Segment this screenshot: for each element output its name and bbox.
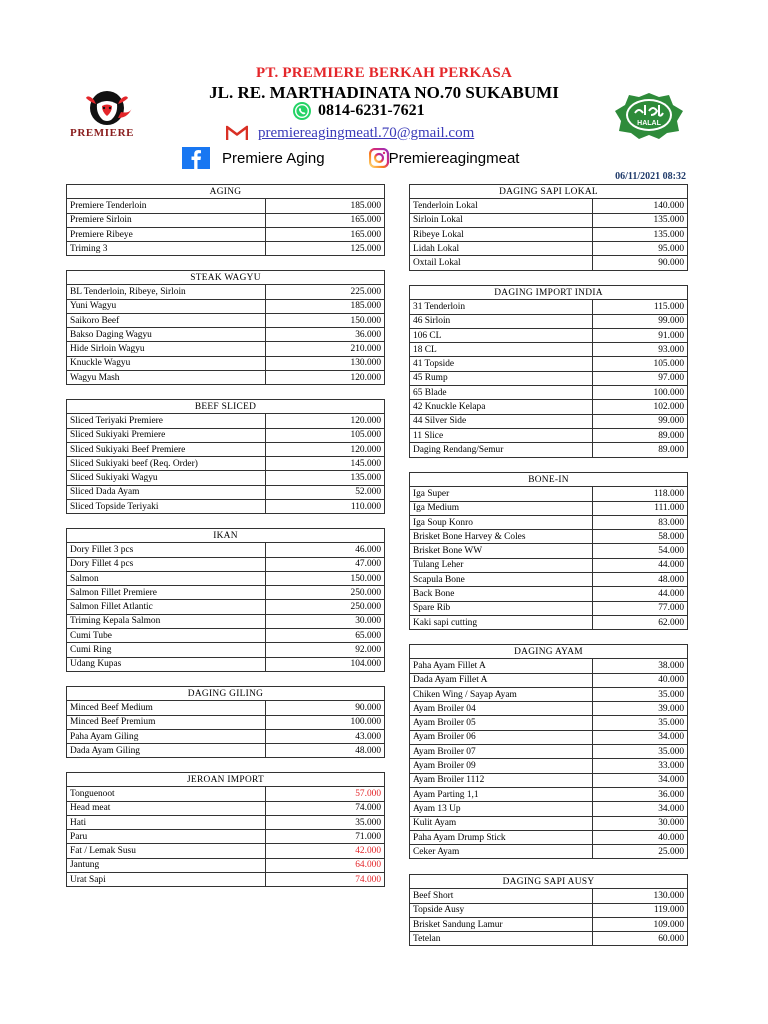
item-name: Wagyu Mash: [67, 371, 266, 385]
item-price: 44.000: [593, 587, 688, 601]
table-title: STEAK WAGYU: [67, 271, 385, 285]
table-row: [67, 787, 385, 801]
item-name: Brisket Sandung Lamur: [410, 917, 593, 931]
item-price: 54.000: [593, 544, 688, 558]
item-price: 65.000: [266, 629, 385, 643]
item-price: 34.000: [593, 773, 688, 787]
table-title: DAGING GILING: [67, 687, 385, 701]
item-name: Lidah Lokal: [410, 242, 593, 256]
table-header-row: [410, 286, 688, 300]
item-price: 62.000: [593, 615, 688, 629]
item-price: 42.000: [266, 844, 385, 858]
item-name: Premiere Tenderloin: [67, 199, 266, 213]
halal-label: HALAL: [637, 120, 661, 127]
price-table-ikan: [66, 528, 385, 672]
email-row: [226, 122, 474, 144]
table-row: [410, 615, 688, 629]
item-name: Ayam 13 Up: [410, 802, 593, 816]
table-row: [410, 673, 688, 687]
table-row: [67, 600, 385, 614]
table-row: [67, 285, 385, 299]
table-title: IKAN: [67, 529, 385, 543]
item-price: 35.000: [266, 815, 385, 829]
table-row: [410, 199, 688, 213]
item-name: Sliced Sukiyaki Premiere: [67, 428, 266, 442]
item-price: 120.000: [266, 371, 385, 385]
item-price: 140.000: [593, 199, 688, 213]
table-header-row: [67, 687, 385, 701]
table-row: [67, 643, 385, 657]
table-row: [67, 701, 385, 715]
item-name: 42 Knuckle Kelapa: [410, 400, 593, 414]
gmail-icon: [226, 125, 248, 141]
item-name: Hide Sirloin Wagyu: [67, 342, 266, 356]
table-row: [410, 515, 688, 529]
item-name: Iga Soup Konro: [410, 515, 593, 529]
item-price: 120.000: [266, 414, 385, 428]
item-name: Minced Beef Medium: [67, 701, 266, 715]
item-price: 118.000: [593, 487, 688, 501]
table-title: DAGING SAPI LOKAL: [410, 185, 688, 199]
item-name: Cumi Ring: [67, 643, 266, 657]
item-price: 34.000: [593, 730, 688, 744]
table-row: [410, 830, 688, 844]
table-row: [410, 328, 688, 342]
phone-number[interactable]: 0814-6231-7621: [318, 102, 425, 119]
item-name: Ribeye Lokal: [410, 227, 593, 241]
document-datetime: 06/11/2021 08:32: [615, 171, 686, 182]
item-name: Spare Rib: [410, 601, 593, 615]
item-price: 44.000: [593, 558, 688, 572]
table-row: [67, 442, 385, 456]
table-row: [410, 256, 688, 270]
item-price: 111.000: [593, 501, 688, 515]
table-row: [67, 471, 385, 485]
item-name: Sliced Sukiyaki Beef Premiere: [67, 442, 266, 456]
table-row: [410, 443, 688, 457]
item-price: 33.000: [593, 759, 688, 773]
table-header-row: [67, 271, 385, 285]
item-name: 41 Topside: [410, 357, 593, 371]
table-row: [410, 802, 688, 816]
table-row: [67, 342, 385, 356]
table-row: [67, 457, 385, 471]
table-row: [67, 571, 385, 585]
item-name: Dada Ayam Giling: [67, 744, 266, 758]
item-name: Jantung: [67, 858, 266, 872]
item-price: 99.000: [593, 314, 688, 328]
table-row: [67, 199, 385, 213]
table-title: AGING: [67, 185, 385, 199]
item-name: Premiere Ribeye: [67, 227, 266, 241]
table-row: [410, 730, 688, 744]
table-row: [67, 858, 385, 872]
item-name: Paru: [67, 830, 266, 844]
item-name: Oxtail Lokal: [410, 256, 593, 270]
item-price: 210.000: [266, 342, 385, 356]
table-row: [410, 745, 688, 759]
item-price: 165.000: [266, 213, 385, 227]
item-price: 165.000: [266, 227, 385, 241]
table-row: [67, 614, 385, 628]
table-header-row: [410, 875, 688, 889]
table-row: [410, 386, 688, 400]
item-price: 58.000: [593, 530, 688, 544]
table-row: [410, 773, 688, 787]
item-name: Ayam Broiler 07: [410, 745, 593, 759]
item-name: Ayam Broiler 1112: [410, 773, 593, 787]
table-row: [67, 227, 385, 241]
facebook-icon: [182, 147, 210, 169]
table-row: [410, 300, 688, 314]
item-name: Fat / Lemak Susu: [67, 844, 266, 858]
price-table-daging-sapi-lokal: [409, 184, 688, 271]
price-table-daging-import-india: [409, 285, 688, 458]
item-price: 30.000: [593, 816, 688, 830]
table-row: [410, 213, 688, 227]
table-title: JEROAN IMPORT: [67, 773, 385, 787]
item-name: Tonguenoot: [67, 787, 266, 801]
item-price: 47.000: [266, 557, 385, 571]
item-name: 106 CL: [410, 328, 593, 342]
table-row: [67, 729, 385, 743]
item-name: Ayam Broiler 09: [410, 759, 593, 773]
item-price: 145.000: [266, 457, 385, 471]
item-price: 40.000: [593, 673, 688, 687]
item-name: 11 Slice: [410, 428, 593, 442]
table-row: [410, 343, 688, 357]
table-header-row: [67, 773, 385, 787]
table-row: [410, 242, 688, 256]
table-row: [67, 356, 385, 370]
table-row: [67, 242, 385, 256]
item-price: 95.000: [593, 242, 688, 256]
item-name: Sliced Teriyaki Premiere: [67, 414, 266, 428]
table-row: [67, 213, 385, 227]
item-price: 90.000: [266, 701, 385, 715]
table-row: [410, 414, 688, 428]
item-price: 35.000: [593, 716, 688, 730]
item-price: 83.000: [593, 515, 688, 529]
item-price: 150.000: [266, 313, 385, 327]
table-row: [410, 400, 688, 414]
table-row: [410, 357, 688, 371]
table-title: DAGING IMPORT INDIA: [410, 286, 688, 300]
item-price: 105.000: [593, 357, 688, 371]
item-price: 130.000: [593, 889, 688, 903]
table-row: [67, 428, 385, 442]
item-name: Ayam Broiler 04: [410, 702, 593, 716]
table-row: [67, 328, 385, 342]
table-row: [410, 759, 688, 773]
price-table-bone-in: [409, 472, 688, 630]
item-name: Urat Sapi: [67, 873, 266, 887]
item-name: 44 Silver Side: [410, 414, 593, 428]
item-price: 135.000: [593, 227, 688, 241]
item-price: 102.000: [593, 400, 688, 414]
table-title: DAGING AYAM: [410, 645, 688, 659]
item-price: 109.000: [593, 917, 688, 931]
item-name: Sirloin Lokal: [410, 213, 593, 227]
table-row: [410, 903, 688, 917]
item-name: Dory Fillet 3 pcs: [67, 543, 266, 557]
item-name: Dada Ayam Fillet A: [410, 673, 593, 687]
item-name: Paha Ayam Drump Stick: [410, 830, 593, 844]
item-price: 90.000: [593, 256, 688, 270]
table-row: [410, 601, 688, 615]
item-price: 52.000: [266, 485, 385, 499]
table-row: [67, 414, 385, 428]
table-header-row: [410, 185, 688, 199]
item-name: Dory Fillet 4 pcs: [67, 557, 266, 571]
logo-wordmark: PREMIERE: [70, 127, 135, 139]
table-row: [410, 716, 688, 730]
table-row: [67, 500, 385, 514]
item-price: 119.000: [593, 903, 688, 917]
table-row: [67, 657, 385, 671]
item-name: Kulit Ayam: [410, 816, 593, 830]
item-price: 99.000: [593, 414, 688, 428]
item-name: Saikoro Beef: [67, 313, 266, 327]
item-price: 110.000: [266, 500, 385, 514]
item-name: Triming 3: [67, 242, 266, 256]
item-name: Ayam Broiler 05: [410, 716, 593, 730]
email-link[interactable]: premiereagingmeatl.70@gmail.com: [258, 124, 475, 141]
item-price: 250.000: [266, 586, 385, 600]
item-price: 48.000: [593, 573, 688, 587]
item-price: 74.000: [266, 873, 385, 887]
item-price: 74.000: [266, 801, 385, 815]
price-table-daging-ayam: [409, 644, 688, 859]
table-row: [410, 917, 688, 931]
table-row: [410, 659, 688, 673]
price-table-beef-sliced: [66, 399, 385, 514]
price-table-daging-giling: [66, 686, 385, 758]
whatsapp-icon: [292, 101, 312, 121]
table-row: [410, 501, 688, 515]
item-name: Tetelan: [410, 932, 593, 946]
item-price: 57.000: [266, 787, 385, 801]
item-name: Salmon Fillet Premiere: [67, 586, 266, 600]
item-name: Topside Ausy: [410, 903, 593, 917]
item-price: 150.000: [266, 571, 385, 585]
table-header-row: [67, 185, 385, 199]
halal-logo: [613, 91, 685, 139]
item-price: 125.000: [266, 242, 385, 256]
item-price: 89.000: [593, 428, 688, 442]
item-price: 64.000: [266, 858, 385, 872]
item-name: Hati: [67, 815, 266, 829]
item-price: 120.000: [266, 442, 385, 456]
item-price: 77.000: [593, 601, 688, 615]
item-name: Iga Medium: [410, 501, 593, 515]
item-price: 130.000: [266, 356, 385, 370]
price-table-steak-wagyu: [66, 270, 385, 385]
item-price: 30.000: [266, 614, 385, 628]
table-row: [410, 573, 688, 587]
item-name: Yuni Wagyu: [67, 299, 266, 313]
premiere-logo: [66, 88, 148, 146]
item-name: Iga Super: [410, 487, 593, 501]
table-row: [410, 371, 688, 385]
item-price: 35.000: [593, 745, 688, 759]
table-row: [410, 816, 688, 830]
table-row: [67, 557, 385, 571]
item-name: 65 Blade: [410, 386, 593, 400]
table-row: [410, 487, 688, 501]
item-price: 92.000: [266, 643, 385, 657]
item-name: Salmon: [67, 571, 266, 585]
table-row: [410, 845, 688, 859]
table-row: [410, 932, 688, 946]
table-row: [410, 428, 688, 442]
price-table-jeroan-import: [66, 772, 385, 887]
table-row: [67, 485, 385, 499]
item-price: 100.000: [593, 386, 688, 400]
table-row: [67, 313, 385, 327]
item-name: 31 Tenderloin: [410, 300, 593, 314]
item-price: 25.000: [593, 845, 688, 859]
item-price: 91.000: [593, 328, 688, 342]
table-row: [410, 558, 688, 572]
item-name: Minced Beef Premium: [67, 715, 266, 729]
item-price: 250.000: [266, 600, 385, 614]
table-header-row: [67, 400, 385, 414]
item-name: Kaki sapi cutting: [410, 615, 593, 629]
table-title: DAGING SAPI AUSY: [410, 875, 688, 889]
item-price: 40.000: [593, 830, 688, 844]
item-price: 48.000: [266, 744, 385, 758]
item-name: Paha Ayam Fillet A: [410, 659, 593, 673]
table-row: [67, 715, 385, 729]
item-name: Sliced Dada Ayam: [67, 485, 266, 499]
item-price: 34.000: [593, 802, 688, 816]
item-name: 45 Rump: [410, 371, 593, 385]
table-row: [410, 587, 688, 601]
item-price: 100.000: [266, 715, 385, 729]
price-table-aging: [66, 184, 385, 256]
table-row: [410, 314, 688, 328]
item-name: Chiken Wing / Sayap Ayam: [410, 687, 593, 701]
table-title: BEEF SLICED: [67, 400, 385, 414]
table-row: [67, 873, 385, 887]
item-price: 185.000: [266, 299, 385, 313]
table-row: [410, 889, 688, 903]
item-price: 35.000: [593, 687, 688, 701]
table-header-row: [67, 529, 385, 543]
item-name: 46 Sirloin: [410, 314, 593, 328]
table-row: [67, 801, 385, 815]
item-price: 135.000: [593, 213, 688, 227]
item-name: Ceker Ayam: [410, 845, 593, 859]
table-row: [67, 299, 385, 313]
item-name: Ayam Parting 1,1: [410, 787, 593, 801]
item-price: 39.000: [593, 702, 688, 716]
item-name: Sliced Sukiyaki Wagyu: [67, 471, 266, 485]
item-name: Triming Kepala Salmon: [67, 614, 266, 628]
item-price: 97.000: [593, 371, 688, 385]
table-row: [67, 844, 385, 858]
item-price: 185.000: [266, 199, 385, 213]
company-address: JL. RE. MARTHADINATA NO.70 SUKABUMI: [209, 83, 559, 102]
item-price: 38.000: [593, 659, 688, 673]
price-table-daging-sapi-ausy: [409, 874, 688, 946]
item-name: Bakso Daging Wagyu: [67, 328, 266, 342]
item-price: 115.000: [593, 300, 688, 314]
item-name: Premiere Sirloin: [67, 213, 266, 227]
item-name: Brisket Bone WW: [410, 544, 593, 558]
company-name: PT. PREMIERE BERKAH PERKASA: [256, 65, 512, 81]
table-row: [67, 815, 385, 829]
item-name: Tulang Leher: [410, 558, 593, 572]
item-name: Head meat: [67, 801, 266, 815]
item-name: Scapula Bone: [410, 573, 593, 587]
table-title: BONE-IN: [410, 473, 688, 487]
table-header-row: [410, 473, 688, 487]
phone-row: [292, 101, 425, 121]
table-row: [67, 543, 385, 557]
item-name: Brisket Bone Harvey & Coles: [410, 530, 593, 544]
item-name: Knuckle Wagyu: [67, 356, 266, 370]
item-price: 225.000: [266, 285, 385, 299]
item-price: 60.000: [593, 932, 688, 946]
item-name: Tenderloin Lokal: [410, 199, 593, 213]
item-name: BL Tenderloin, Ribeye, Sirloin: [67, 285, 266, 299]
item-name: Sliced Sukiyaki beef (Req. Order): [67, 457, 266, 471]
halal-badge-icon: [613, 91, 685, 139]
instagram-handle[interactable]: Premiereagingmeat: [388, 149, 520, 167]
table-row: [410, 544, 688, 558]
table-row: [410, 530, 688, 544]
item-name: Beef Short: [410, 889, 593, 903]
item-price: 105.000: [266, 428, 385, 442]
table-row: [67, 371, 385, 385]
item-price: 43.000: [266, 729, 385, 743]
table-row: [410, 702, 688, 716]
table-header-row: [410, 645, 688, 659]
social-row: [182, 146, 519, 170]
item-price: 89.000: [593, 443, 688, 457]
item-name: Sliced Topside Teriyaki: [67, 500, 266, 514]
facebook-handle[interactable]: Premiere Aging: [222, 149, 325, 167]
item-name: Paha Ayam Giling: [67, 729, 266, 743]
table-row: [410, 687, 688, 701]
item-price: 36.000: [266, 328, 385, 342]
item-name: Back Bone: [410, 587, 593, 601]
item-name: 18 CL: [410, 343, 593, 357]
table-row: [410, 227, 688, 241]
table-row: [67, 629, 385, 643]
item-price: 71.000: [266, 830, 385, 844]
item-name: Salmon Fillet Atlantic: [67, 600, 266, 614]
table-row: [67, 586, 385, 600]
item-price: 104.000: [266, 657, 385, 671]
table-row: [67, 744, 385, 758]
item-price: 46.000: [266, 543, 385, 557]
item-name: Daging Rendang/Semur: [410, 443, 593, 457]
instagram-icon: [369, 148, 389, 168]
item-name: Udang Kupas: [67, 657, 266, 671]
item-price: 93.000: [593, 343, 688, 357]
table-row: [410, 787, 688, 801]
item-name: Ayam Broiler 06: [410, 730, 593, 744]
item-price: 135.000: [266, 471, 385, 485]
item-name: Cumi Tube: [67, 629, 266, 643]
table-row: [67, 830, 385, 844]
item-price: 36.000: [593, 787, 688, 801]
